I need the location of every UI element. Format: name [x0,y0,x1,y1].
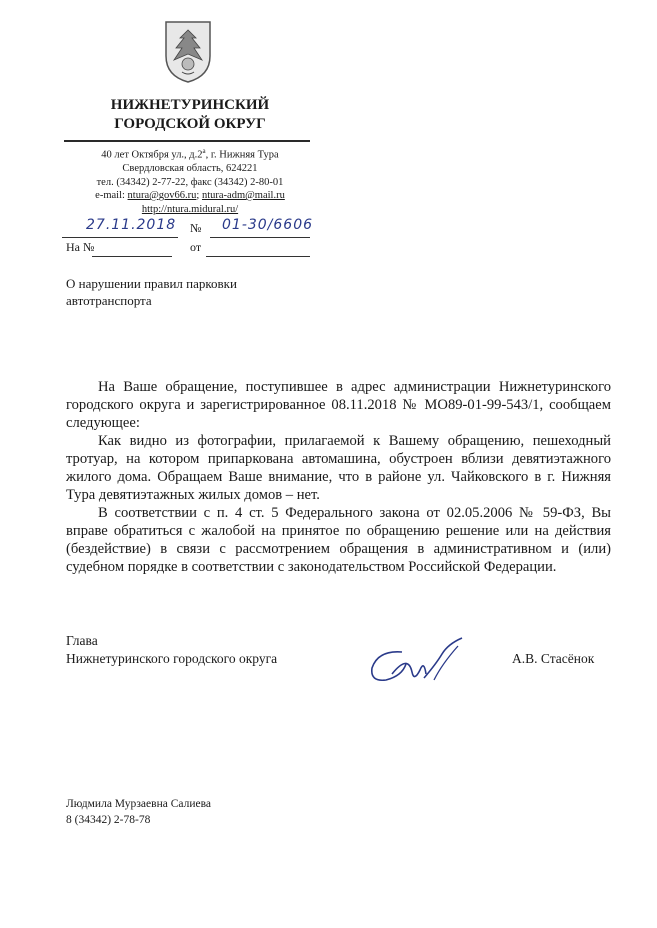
signatory-title [66,632,277,668]
executor-name: Людмила Мурзаевна Салиева [66,798,211,810]
email-link-2[interactable]: ntura-adm@mail.ru [201,190,285,201]
phones-line: тел. (34342) 2-77-22, факс (34342) 2-80-01 [96,176,284,188]
coat-of-arms-emblem [162,18,214,84]
body-paragraph-2: Как видно из фотографии, прилагаемой к Вашему обращению, пешеходный тротуар, на котором припаркована автомашина, обустроен вблизи девятиэтажного жилого дома. Обращаем Ваше внимание, что в районе ул. Чайковского в г. Нижняя Тура девятиэтажных жилых домов – нет. [66,433,611,503]
subject-line2: автотранспорта [66,293,152,308]
executor-phone: 8 (34342) 2-78-78 [66,814,151,826]
body-paragraph-1: На Ваше обращение, поступившее в адрес администрации Нижнетуринского городского округа и зарегистрированное 08.11.2018 № МО89-01-99-543/1, сообщаем следующее: [66,379,611,431]
date-handwritten: 27.11.2018 [86,217,177,233]
in-reply-label: На № [66,240,95,254]
body-paragraph-3: В соответствии с п. 4 ст. 5 Федерального закона от 02.05.2006 № 59-ФЗ, Вы вправе обратиться с жалобой на принятое по обращению решение или на действия (бездействие) в связи с рассмотрением обращения в административном и (или) судебном порядке в соответствии с законодательством Российской Федерации. [66,505,611,575]
region-line: Свердловская область, 624221 [122,163,258,174]
handwritten-signature [362,634,472,694]
signatory-title-line1: Глава [66,633,98,648]
from-label: от [190,240,202,254]
signatory-name: А.В. Стасёнок [512,651,595,666]
email-line: e-mail: ntura@gov66.ru; ntura-adm@mail.ru [95,190,285,201]
in-reply-underline [92,256,172,257]
org-name [60,96,320,134]
from-underline [206,256,310,257]
subject [66,275,237,309]
number-sign: № [190,221,202,235]
executor-block [66,796,211,828]
org-name-line2: ГОРОДСКОЙ ОКРУГ [114,116,266,132]
signatory-title-line2: Нижнетуринского городского округа [66,651,278,666]
header-divider [64,140,310,142]
date-underline [62,237,178,238]
website-line [60,203,320,217]
email-link-1[interactable]: ntura@gov66.ru [127,190,197,201]
number-underline [210,237,310,238]
contacts-block [60,145,320,216]
org-name-line1: НИЖНЕТУРИНСКИЙ [110,97,270,113]
subject-line1: О нарушении правил парковки [66,276,237,291]
address-line: 40 лет Октября ул., $д.2^а$, г. Нижняя Тура [101,147,279,161]
number-handwritten: 01-30/6606 [222,217,314,233]
letter-body [66,378,611,576]
website-link[interactable]: http://ntura.midural.ru/ [141,203,239,215]
